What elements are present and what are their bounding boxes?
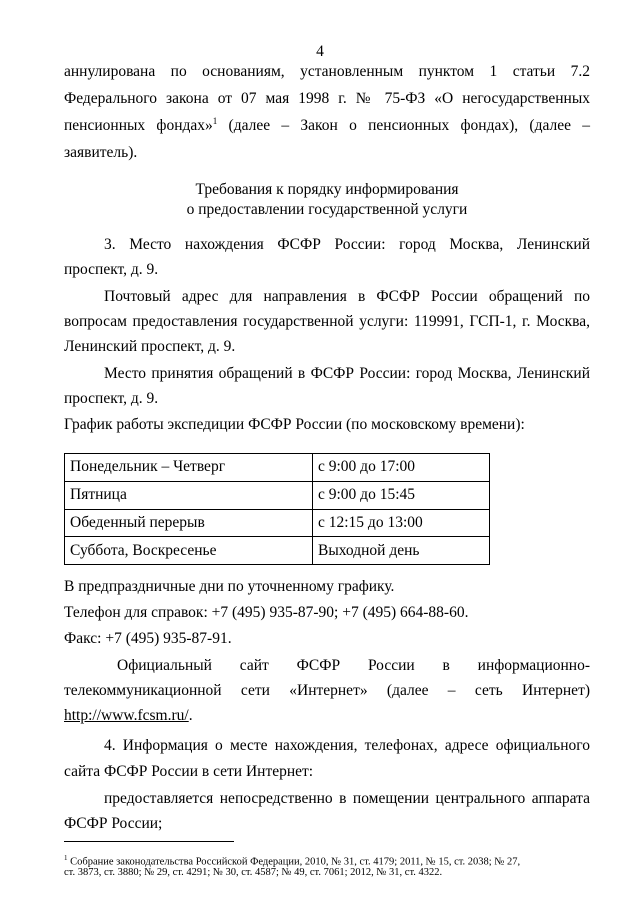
- schedule-intro: График работы экспедиции ФСФР России (по московскому времени):: [64, 416, 525, 433]
- website-link[interactable]: http://www.fcsm.ru/: [64, 707, 189, 724]
- item-4-line-1: 4. Информация о месте нахождения, телефонах, адресе официального: [104, 737, 590, 754]
- intro-line-3: [64, 116, 590, 136]
- section-heading-line-2: о предоставлении государственной услуги: [186, 201, 468, 218]
- provided-line-2: ФСФР России;: [64, 815, 163, 832]
- website-link-period: .: [188, 707, 193, 724]
- intro-line-2: Федерального закона от 07 мая 1998 г. № 75-ФЗ «О негосударственных: [64, 90, 590, 107]
- schedule-day: Суббота, Воскресенье: [65, 537, 313, 565]
- website-line-3: [64, 706, 193, 726]
- schedule-hours: с 9:00 до 17:00: [313, 454, 490, 482]
- item-3-line-1: 3. Место нахождения ФСФР России: город Москва, Ленинский: [104, 236, 590, 253]
- intro-line-1: аннулирована по основаниям, установленным пунктом 1 статьи 7.2: [64, 63, 590, 80]
- postal-line-1: Почтовый адрес для направления в ФСФР России обращений по: [104, 288, 590, 305]
- website-line-1: Официальный сайт ФСФР России в информационно-: [117, 657, 590, 674]
- website-line-2: телекоммуникационной сети «Интернет» (далее – сеть Интернет): [64, 682, 590, 699]
- footnote-text-1: Собрание законодательства Российской Федерации, 2010, № 31, ст. 4179; 2011, № 15, ст. 2038; № 27,: [67, 856, 521, 868]
- table-row: [65, 509, 490, 537]
- schedule-table: [64, 453, 490, 565]
- reception-line-1: Место принятия обращений в ФСФР России: город Москва, Ленинский: [104, 365, 590, 382]
- section-heading-line-1: Требования к порядку информирования: [195, 181, 459, 198]
- schedule-day: Понедельник – Четверг: [65, 454, 313, 482]
- reception-line-2: проспект, д. 9.: [64, 390, 159, 407]
- postal-line-3: Ленинский проспект, д. 9.: [64, 338, 236, 355]
- intro-line-3-start: пенсионных фондах»: [64, 117, 213, 134]
- intro-line-3-end: (далее – Закон о пенсионных фондах), (далее –: [217, 117, 590, 134]
- table-row: [65, 537, 490, 565]
- schedule-day: Пятница: [65, 481, 313, 509]
- provided-line-1: предоставляется непосредственно в помещении центрального аппарата: [104, 790, 590, 807]
- postal-line-2: вопросам предоставления государственной услуги: 119991, ГСП-1, г. Москва,: [64, 313, 590, 330]
- schedule-hours: с 9:00 до 15:45: [313, 481, 490, 509]
- fax-line: Факс: +7 (495) 935-87-91.: [64, 630, 232, 647]
- schedule-day: Обеденный перерыв: [65, 509, 313, 537]
- intro-line-4: заявитель).: [64, 144, 138, 161]
- schedule-hours: с 12:15 до 13:00: [313, 509, 490, 537]
- phone-line: Телефон для справок: +7 (495) 935-87-90; +7 (495) 664-88-60.: [64, 604, 469, 621]
- item-4-line-2: сайта ФСФР России в сети Интернет:: [64, 763, 314, 780]
- page-number: 4: [316, 43, 324, 60]
- table-row: [65, 454, 490, 482]
- footnote-ref-1: 1: [212, 115, 218, 126]
- footnote-separator: [64, 841, 234, 842]
- table-row: [65, 481, 490, 509]
- footnote-line-2: ст. 3873, ст. 3880; № 29, ст. 4291; № 30, ст. 4587; № 49, ст. 7061; 2012, № 31, ст. 4322.: [64, 867, 443, 878]
- item-3-line-2: проспект, д. 9.: [64, 261, 159, 278]
- holidays-note: В предпраздничные дни по уточненному графику.: [64, 578, 395, 595]
- schedule-hours: Выходной день: [313, 537, 490, 565]
- footnote-mark: 1: [64, 854, 68, 862]
